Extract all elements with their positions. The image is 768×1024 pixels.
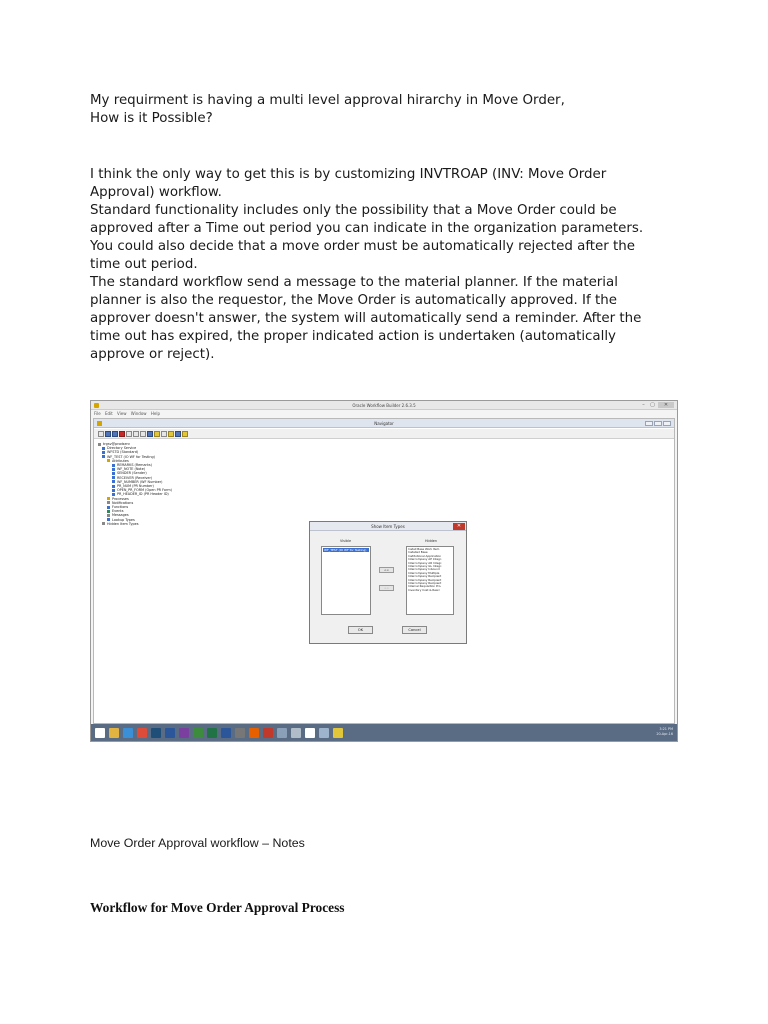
tree-node[interactable]: trgsv@prodserv bbox=[98, 442, 172, 446]
help-icon[interactable] bbox=[175, 431, 181, 437]
tree-node[interactable]: Lookup Types bbox=[98, 518, 172, 522]
attribute-icon bbox=[112, 480, 115, 483]
tree-node[interactable]: Events bbox=[98, 509, 172, 513]
tree-node[interactable]: Attributes bbox=[98, 459, 172, 463]
cut-icon[interactable] bbox=[126, 431, 132, 437]
list-item[interactable]: Intercompany AP Integr. bbox=[408, 557, 442, 562]
list-item[interactable]: Intercompany Recipient bbox=[408, 581, 442, 586]
tree-node[interactable]: Functions bbox=[98, 505, 172, 509]
visible-list[interactable] bbox=[321, 546, 371, 615]
question-line: How is it Possible? bbox=[90, 111, 213, 126]
answer-line: The standard workflow send a message to the material planner. If the material bbox=[90, 275, 618, 290]
visible-label: Visible bbox=[340, 539, 352, 543]
show-item-types-dialog bbox=[309, 521, 467, 644]
tree-node[interactable]: SENDER (Sender) bbox=[98, 471, 172, 475]
app-icon[interactable] bbox=[193, 728, 203, 738]
save-icon[interactable] bbox=[112, 431, 118, 437]
tray-time: 3:21 PM bbox=[659, 727, 673, 731]
item-type-icon bbox=[102, 455, 105, 458]
window-title: Oracle Workflow Builder 2.6.3.5 bbox=[352, 403, 416, 408]
restore-icon[interactable]: ▢ bbox=[650, 402, 655, 408]
list-item[interactable]: Intercompany Multiple bbox=[408, 570, 440, 575]
toolbar bbox=[94, 429, 674, 439]
workflow-builder-icon[interactable] bbox=[333, 728, 343, 738]
quick-start-icon[interactable] bbox=[168, 431, 174, 437]
ie-icon[interactable] bbox=[123, 728, 133, 738]
verify-icon[interactable] bbox=[147, 431, 153, 437]
hidden-label: Hidden bbox=[425, 539, 438, 543]
navigator-controls bbox=[645, 421, 671, 426]
section-heading: Workflow for Move Order Approval Process bbox=[90, 900, 345, 915]
close-icon[interactable]: ✕ bbox=[453, 523, 465, 530]
tree-node[interactable]: PR_NUM (PR Number) bbox=[98, 484, 172, 488]
answer-line: time out period. bbox=[90, 257, 198, 272]
delete-icon[interactable] bbox=[119, 431, 125, 437]
answer-line: I think the only way to get this is by customizing INVTROAP (INV: Move Order bbox=[90, 167, 607, 182]
list-item[interactable]: Install Base Work Item bbox=[408, 547, 440, 551]
window-titlebar bbox=[91, 401, 677, 410]
tree-node[interactable]: Processes bbox=[98, 497, 172, 501]
tree-node[interactable]: WF_NOTE (Note) bbox=[98, 467, 172, 471]
attributes-icon bbox=[107, 459, 110, 462]
filter-icon[interactable] bbox=[154, 431, 160, 437]
menu-edit[interactable]: Edit bbox=[104, 411, 113, 416]
item-type-icon bbox=[102, 451, 105, 454]
functions-icon bbox=[107, 506, 110, 509]
tree-node[interactable]: PR_HEADER_ID (PR Header ID) bbox=[98, 492, 172, 496]
windows-taskbar bbox=[91, 724, 677, 741]
answer-line: approver doesn't answer, the system will automatically send a reminder. After the bbox=[90, 311, 642, 326]
navigator-title: Navigator bbox=[374, 421, 394, 426]
chrome-icon[interactable] bbox=[137, 728, 147, 738]
close-icon[interactable]: ✕ bbox=[658, 402, 674, 408]
answer-line: You could also decide that a move order must be automatically rejected after the bbox=[90, 239, 636, 254]
answer-line: approved after a Time out period you can indicate in the organization parameters. bbox=[90, 221, 644, 236]
list-item[interactable]: Installed Base bbox=[408, 550, 428, 555]
menu-help[interactable]: Help bbox=[150, 411, 160, 416]
pdf-icon[interactable] bbox=[263, 728, 273, 738]
minimize-icon[interactable]: – bbox=[642, 402, 645, 408]
attribute-icon bbox=[112, 472, 115, 475]
properties-icon[interactable] bbox=[182, 431, 188, 437]
events-icon bbox=[107, 510, 110, 513]
list-item[interactable]: Intercompany GL Integr. bbox=[408, 564, 442, 569]
navigator-window bbox=[93, 418, 675, 724]
open-icon[interactable] bbox=[105, 431, 111, 437]
system-tray bbox=[656, 727, 673, 736]
tree-node[interactable]: WFSTD (Standard) bbox=[98, 450, 172, 454]
close-icon[interactable] bbox=[663, 421, 671, 426]
restore-icon[interactable] bbox=[654, 421, 662, 426]
calculator-icon[interactable] bbox=[235, 728, 245, 738]
move-right-button[interactable]: >> bbox=[379, 585, 394, 591]
attribute-icon bbox=[112, 464, 115, 467]
minimize-icon[interactable] bbox=[645, 421, 653, 426]
attribute-icon bbox=[112, 468, 115, 471]
ok-button[interactable]: OK bbox=[348, 626, 373, 634]
dialog-title: Show Item Types bbox=[310, 522, 466, 531]
menu-bar bbox=[91, 410, 677, 417]
explorer-icon[interactable] bbox=[109, 728, 119, 738]
cancel-button[interactable]: Cancel bbox=[402, 626, 427, 634]
answer-line: planner is also the requestor, the Move Order is automatically approved. If the bbox=[90, 293, 617, 308]
notes-caption: Move Order Approval workflow – Notes bbox=[90, 836, 305, 850]
edit-icon[interactable] bbox=[161, 431, 167, 437]
hidden-list[interactable] bbox=[406, 546, 454, 615]
answer-line: Approval) workflow. bbox=[90, 185, 222, 200]
lookup-types-icon bbox=[107, 518, 110, 521]
app-icon[interactable] bbox=[151, 728, 161, 738]
tree-node[interactable]: WF_NUMBER (WF Number) bbox=[98, 480, 172, 484]
hidden-item-types-icon bbox=[102, 522, 105, 525]
copy-icon[interactable] bbox=[133, 431, 139, 437]
question-text bbox=[90, 92, 690, 128]
list-item[interactable]: WF_TEST (IO WF for Testing) bbox=[323, 548, 369, 552]
answer-line: Standard functionality includes only the possibility that a Move Order could be bbox=[90, 203, 617, 218]
processes-icon bbox=[107, 497, 110, 500]
app-icon[interactable] bbox=[291, 728, 301, 738]
navigator-tree bbox=[98, 442, 172, 526]
outlook-icon[interactable] bbox=[165, 728, 175, 738]
tree-node[interactable]: Directory Service bbox=[98, 446, 172, 450]
workflow-builder-screenshot bbox=[90, 400, 678, 742]
word-icon[interactable] bbox=[221, 728, 231, 738]
list-item[interactable]: Intercompany Inbound bbox=[408, 567, 440, 572]
answer-text bbox=[90, 166, 690, 364]
attribute-icon bbox=[112, 489, 115, 492]
answer-line: approve or reject). bbox=[90, 347, 215, 362]
tree-node[interactable]: WF_TEST (IO WF for Testing) bbox=[98, 455, 172, 459]
paste-icon[interactable] bbox=[140, 431, 146, 437]
list-item[interactable]: Internal Requisition Pro. bbox=[408, 584, 442, 589]
tree-node[interactable]: Messages bbox=[98, 513, 172, 517]
messages-icon bbox=[107, 514, 110, 517]
tree-node[interactable]: OPEN_PR_FORM (Open PR Form) bbox=[98, 488, 172, 492]
menu-file[interactable]: File bbox=[94, 411, 101, 416]
app-icon[interactable] bbox=[319, 728, 329, 738]
tree-node[interactable]: Hidden Item Types bbox=[98, 522, 172, 526]
move-left-button[interactable]: << bbox=[379, 567, 394, 573]
folder-icon bbox=[98, 443, 101, 446]
paint-icon[interactable] bbox=[277, 728, 287, 738]
tree-node[interactable]: RECEIVER (Receiver) bbox=[98, 476, 172, 480]
menu-window[interactable]: Window bbox=[130, 411, 147, 416]
directory-icon bbox=[102, 447, 105, 450]
question-line: My requirment is having a multi level approval hirarchy in Move Order, bbox=[90, 93, 565, 108]
onenote-icon[interactable] bbox=[179, 728, 189, 738]
firefox-icon[interactable] bbox=[249, 728, 259, 738]
list-item[interactable]: Intercompany AR Integr. bbox=[408, 560, 443, 565]
list-item[interactable]: Intercompany Recipient bbox=[408, 577, 442, 582]
list-item[interactable]: Intercompany Recipient bbox=[408, 574, 442, 579]
list-item[interactable]: Inventory Cost & Resrc bbox=[408, 587, 441, 592]
list-item[interactable]: Institutional Application bbox=[408, 553, 442, 558]
app-icon[interactable] bbox=[305, 728, 315, 738]
window-controls bbox=[640, 402, 674, 408]
tree-node[interactable]: REMARKS (Remarks) bbox=[98, 463, 172, 467]
start-icon[interactable] bbox=[95, 728, 105, 738]
notifications-icon bbox=[107, 501, 110, 504]
menu-view[interactable]: View bbox=[117, 411, 127, 416]
new-icon[interactable] bbox=[98, 431, 104, 437]
answer-line: time out has expired, the proper indicated action is undertaken (automatically bbox=[90, 329, 616, 344]
navigator-titlebar bbox=[94, 419, 674, 428]
tree-node[interactable]: Notifications bbox=[98, 501, 172, 505]
excel-icon[interactable] bbox=[207, 728, 217, 738]
attribute-icon bbox=[112, 493, 115, 496]
attribute-icon bbox=[112, 485, 115, 488]
tray-date: 20-Apr-16 bbox=[656, 731, 673, 736]
attribute-icon bbox=[112, 476, 115, 479]
